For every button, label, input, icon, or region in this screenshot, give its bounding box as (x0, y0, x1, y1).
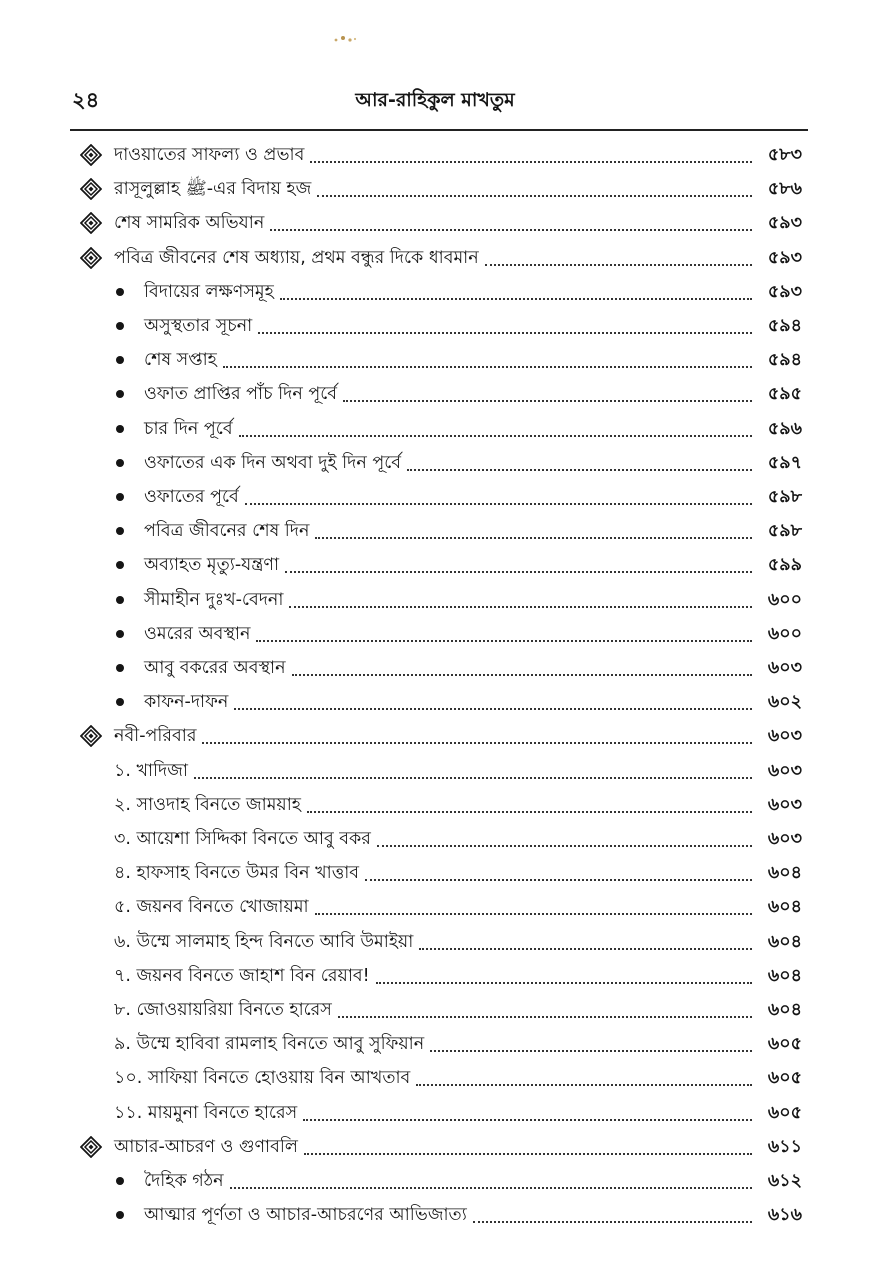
bullet-icon (116, 288, 124, 296)
toc-entry-title: শেষ সপ্তাহ (144, 350, 217, 371)
toc-entry-title: দাওয়াতের সাফল্য ও প্রভাব (114, 145, 305, 165)
toc-entry-page: ৬০৪ (767, 931, 802, 952)
dot-leader (376, 982, 752, 984)
toc-entry-page: ৫৯৬ (767, 418, 802, 439)
dot-leader (280, 298, 752, 300)
toc-entry (114, 619, 802, 649)
bullet-icon (116, 561, 124, 569)
dot-leader (377, 845, 752, 847)
toc-entry-title: ওমরের অবস্থান (144, 623, 251, 644)
toc-entry-page: ৬০৩ (767, 726, 802, 747)
diamond-bullet-icon (80, 725, 102, 747)
bullet-icon (116, 459, 124, 467)
toc-entry (114, 345, 802, 375)
dot-leader (317, 195, 752, 197)
toc-entry-title: ৬. উম্মে সালমাহ হিন্দ বিনতে আবি উমাইয়া (114, 931, 414, 952)
toc-entry (114, 892, 802, 922)
toc-entry (114, 311, 802, 341)
dot-leader (258, 332, 752, 334)
toc-entry-title: ১১. মায়মুনা বিনতে হারেস (114, 1102, 298, 1123)
toc-entry-page: ৫৯৮ (767, 521, 802, 542)
toc-entry-title: আত্মার পূর্ণতা ও আচার-আচরণের আভিজাত্য (144, 1205, 467, 1226)
toc-entry (114, 414, 802, 444)
toc-entry-title: রাসূলুল্লাহ ﷺ-এর বিদায় হজ (114, 179, 312, 200)
diamond-bullet-icon (80, 144, 102, 166)
toc-entry-page: ৬০৩ (767, 760, 802, 781)
toc-entry-page: ৬০৪ (767, 863, 802, 884)
toc-entry-page: ৫৯৯ (767, 555, 802, 576)
dot-leader (245, 503, 752, 505)
dot-leader (239, 435, 752, 437)
bullet-icon (116, 390, 124, 398)
toc-entry-page: ৬০৪ (767, 897, 802, 918)
toc-entry (114, 1200, 802, 1230)
toc-entry (114, 448, 802, 478)
header-rule (70, 129, 808, 131)
dot-leader (230, 1187, 752, 1189)
toc-entry-title: পবিত্র জীবনের শেষ অধ্যায়, প্রথম বন্ধুর দিকে ধাবমান (114, 247, 479, 268)
toc-entry-page: ৬১৬ (767, 1205, 802, 1226)
toc-entry (114, 1063, 802, 1093)
dot-leader (285, 571, 752, 573)
dot-leader (307, 811, 752, 813)
toc-entry-page: ৫৯৩ (767, 247, 802, 268)
toc-entry-title: ৭. জয়নব বিনতে জাহাশ বিন রেয়াব! (114, 965, 370, 986)
bullet-icon (116, 322, 124, 330)
dot-leader (473, 1221, 752, 1223)
dot-leader (289, 606, 752, 608)
dot-leader (419, 948, 752, 950)
toc-entry-page: ৬০৩ (767, 794, 802, 815)
bullet-icon (116, 527, 124, 535)
diamond-bullet-icon (80, 1136, 102, 1158)
bullet-icon (116, 356, 124, 364)
dot-leader (315, 537, 752, 539)
diamond-bullet-icon (80, 178, 102, 200)
dot-leader (310, 161, 752, 163)
toc-entry-title: অসুস্থতার সূচনা (144, 316, 253, 336)
bullet-icon (116, 698, 124, 706)
toc-entry-page: ৫৯৮ (767, 487, 802, 507)
toc-entry-page: ৬০৪ (767, 965, 802, 986)
dot-leader (194, 777, 752, 779)
toc-entry (80, 140, 802, 170)
toc-entry-page: ৫৯৪ (767, 316, 802, 336)
toc-entry-page: ৫৯৩ (767, 281, 802, 302)
toc-entry-title: আবু বকরের অবস্থান (144, 658, 286, 678)
toc-entry-title: ৮. জোওয়ায়রিয়া বিনতে হারেস (114, 1000, 332, 1020)
toc-entry-page: ৫৯৩ (767, 213, 802, 234)
toc-entry (114, 824, 802, 854)
toc-entry-title: পবিত্র জীবনের শেষ দিন (144, 521, 310, 542)
toc-entry (114, 756, 802, 786)
toc-entry (114, 482, 802, 512)
toc-entry-title: ওফাত প্রাপ্তির পাঁচ দিন পূর্বে (144, 384, 337, 405)
toc-entry (80, 243, 802, 273)
dot-leader (234, 708, 752, 710)
bullet-icon (116, 425, 124, 433)
toc-entry-title: ৩. আয়েশা সিদ্দিকা বিনতে আবু বকর (114, 829, 371, 849)
bullet-icon (116, 596, 124, 604)
toc-entry (80, 174, 802, 204)
toc-entry-title: বিদায়ের লক্ষণসমূহ (144, 281, 274, 302)
dot-leader (407, 469, 752, 471)
toc-entry-page: ৬০৩ (767, 658, 802, 678)
toc-entry-title: ওফাতের এক দিন অথবা দুই দিন পূর্বে (144, 452, 402, 473)
dot-leader (430, 1050, 752, 1052)
toc-entry-title: কাফন-দাফন (144, 692, 229, 713)
diamond-bullet-icon (80, 247, 102, 269)
toc-entry (80, 208, 802, 238)
toc-entry-title: চার দিন পূর্বে (144, 418, 233, 439)
toc-entry (114, 995, 802, 1025)
toc-entry-page: ৬০৫ (767, 1034, 802, 1055)
running-title: আর-রাহিকুল মাখতুম (355, 89, 515, 111)
toc-entry (114, 927, 802, 957)
toc-entry (114, 790, 802, 820)
toc-entry (114, 277, 802, 307)
dot-leader (315, 913, 752, 915)
dot-leader (416, 1084, 752, 1086)
toc-entry (114, 379, 802, 409)
dot-leader (343, 400, 752, 402)
toc-entry-page: ৫৯৭ (767, 452, 802, 473)
toc-entry (114, 516, 802, 546)
toc-entry-title: দৈহিক গঠন (144, 1171, 224, 1191)
toc-entry-title: অব্যাহত মৃত্যু-যন্ত্রণা (144, 555, 280, 576)
toc-entry-title: ১. খাদিজা (114, 760, 188, 781)
dot-leader (338, 1016, 752, 1018)
toc-entry-title: ৪. হাফসাহ বিনতে উমর বিন খাত্তাব (114, 863, 360, 884)
dot-leader (365, 879, 752, 881)
toc-entry-page: ৫৮৩ (767, 145, 802, 165)
dot-leader (304, 1153, 752, 1155)
bullet-icon (116, 1177, 124, 1185)
toc-entry-title: শেষ সামরিক অভিযান (114, 213, 265, 234)
toc-entry-title: ২. সাওদাহ বিনতে জাময়াহ (114, 794, 301, 815)
diamond-bullet-icon (80, 212, 102, 234)
toc-entry-title: ৫. জয়নব বিনতে খোজায়মা (114, 897, 309, 918)
toc-entry-page: ৬০০ (767, 589, 802, 610)
toc-entry-title: সীমাহীন দুঃখ-বেদনা (144, 589, 284, 610)
dot-leader (303, 1119, 752, 1121)
toc-entry-page: ৬০৩ (767, 829, 802, 849)
toc-entry-title: নবী-পরিবার (114, 726, 197, 747)
toc-entry-page: ৫৮৬ (767, 179, 802, 200)
toc-entry-title: ওফাতের পূর্বে (144, 487, 239, 507)
toc-entry (114, 653, 802, 683)
toc-entry-page: ৬০০ (767, 623, 802, 644)
toc-entry-title: আচার-আচরণ ও গুণাবলি (114, 1136, 298, 1157)
toc-entry-page: ৫৯৪ (767, 350, 802, 371)
toc-entry (114, 585, 802, 615)
toc-entry-page: ৬০২ (767, 692, 802, 713)
toc-entry-page: ৬০৪ (767, 1000, 802, 1020)
bullet-icon (116, 664, 124, 672)
toc-entry-page: ৬০৫ (767, 1102, 802, 1123)
toc-entry-page: ৬১১ (767, 1136, 802, 1157)
dot-leader (202, 742, 752, 744)
print-speck (330, 28, 360, 36)
bullet-icon (116, 1211, 124, 1219)
toc-entry-page: ৬০৫ (767, 1068, 802, 1089)
dot-leader (223, 366, 752, 368)
toc-entry (114, 550, 802, 580)
toc-entry (80, 1132, 802, 1162)
dot-leader (485, 264, 752, 266)
toc-entry (114, 687, 802, 717)
toc-entry (114, 961, 802, 991)
toc-entry (114, 858, 802, 888)
page-number: ২৪ (72, 88, 100, 112)
dot-leader (270, 229, 752, 231)
toc-entry-title: ৯. উম্মে হাবিবা রামলাহ বিনতে আবু সুফিয়ান (114, 1034, 425, 1055)
toc-entry-page: ৬১২ (767, 1171, 802, 1191)
toc-entry-title: ১০. সাফিয়া বিনতে হোওয়ায় বিন আখতাব (114, 1068, 411, 1089)
toc-entry (114, 1098, 802, 1128)
bullet-icon (116, 630, 124, 638)
toc-entry-page: ৫৯৫ (767, 384, 802, 405)
dot-leader (292, 674, 752, 676)
toc-entry (80, 721, 802, 751)
bullet-icon (116, 493, 124, 501)
toc-entry (114, 1166, 802, 1196)
dot-leader (256, 640, 752, 642)
toc-entry (114, 1029, 802, 1059)
